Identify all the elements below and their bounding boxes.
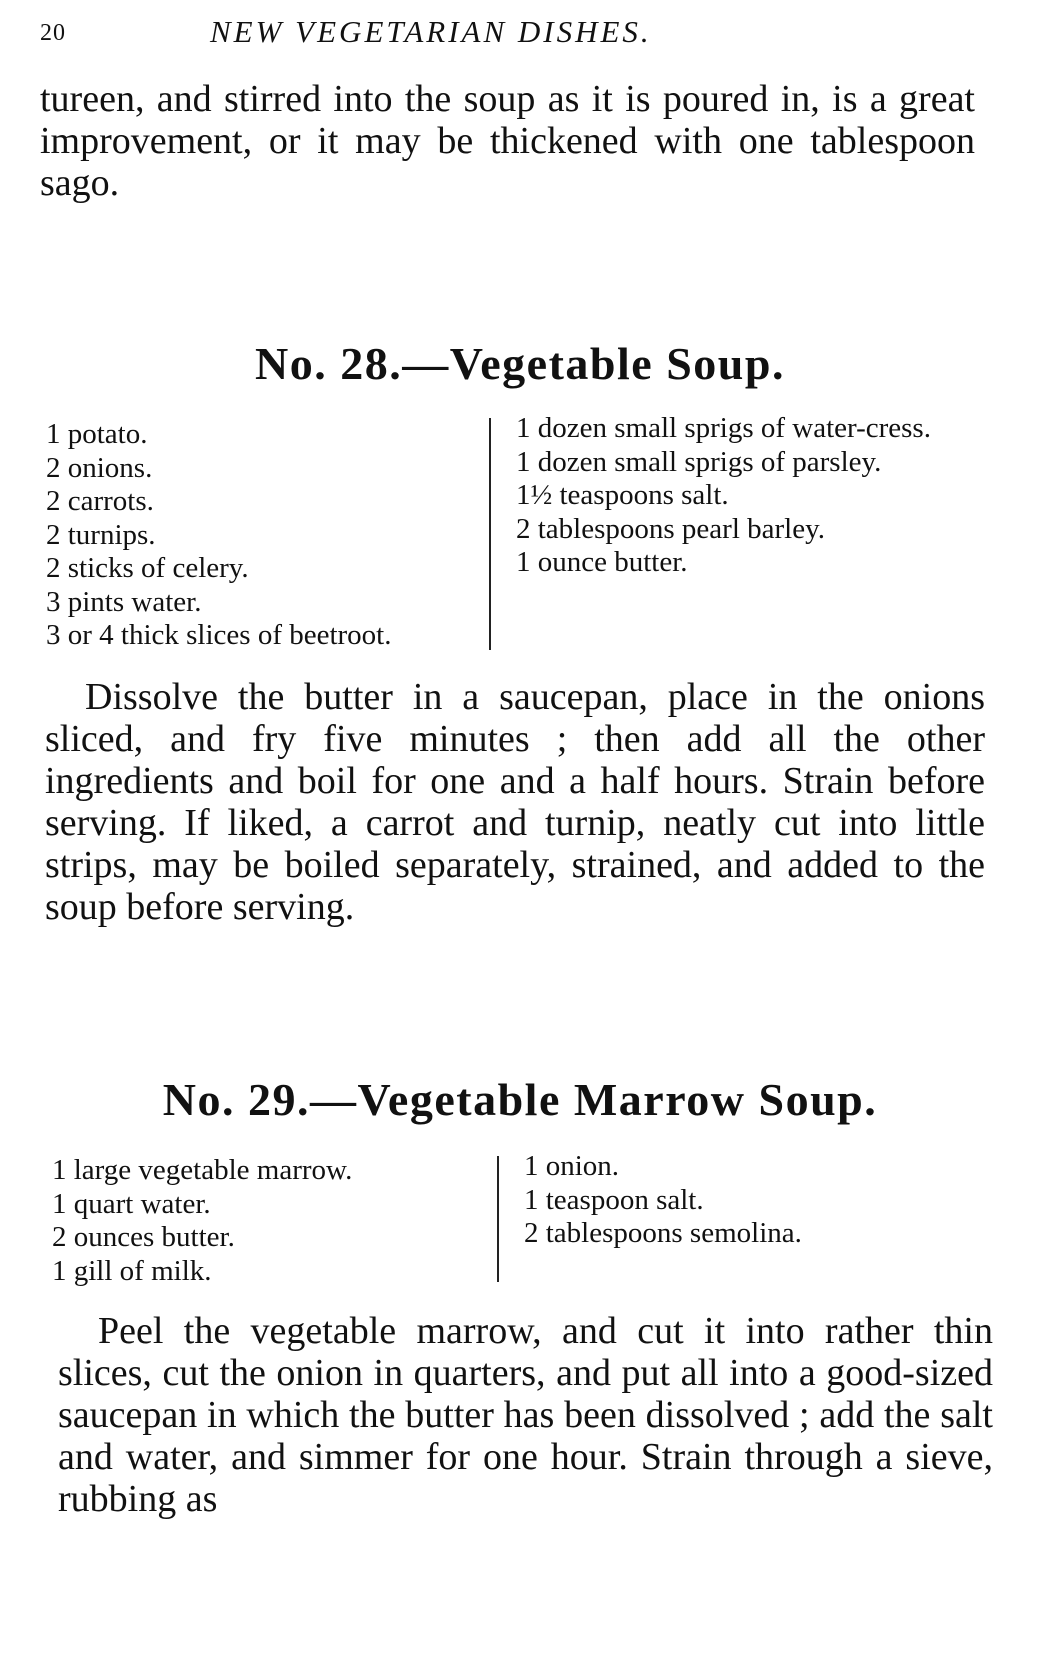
ingredient-item: 1 dozen small sprigs of water-cress. (516, 412, 931, 444)
recipe-28-title: No. 28.—Vegetable Soup. (255, 338, 785, 389)
ingredient-item: 1 ounce butter. (516, 546, 688, 578)
recipe-28-ingredients-right (516, 412, 946, 580)
recipe-29-title: No. 29.—Vegetable Marrow Soup. (162, 1074, 878, 1125)
ingredient-item: 3 pints water. (46, 585, 202, 618)
ingredient-item: 2 carrots. (46, 485, 154, 517)
recipe-29-ingredients-left (52, 1154, 492, 1288)
ingredient-item: 2 tablespoons pearl barley. (516, 512, 825, 545)
ingredient-item: 1 quart water. (52, 1187, 211, 1220)
recipe-29-column-divider (497, 1156, 499, 1282)
ingredient-item: 1 teaspoon salt. (524, 1183, 704, 1216)
running-head: NEW VEGETARIAN DISHES. (210, 14, 652, 49)
ingredient-item: 1 gill of milk. (52, 1254, 212, 1287)
recipe-28-column-divider (489, 418, 491, 650)
ingredient-item: 2 tablespoons semolina. (524, 1217, 802, 1249)
recipe-28-ingredients-left (46, 418, 486, 653)
ingredient-item: 1 dozen small sprigs of parsley. (516, 445, 882, 478)
ingredient-item: 1 large vegetable marrow. (52, 1154, 353, 1186)
ingredient-item: 2 onions. (46, 451, 153, 484)
recipe-29-method: Peel the vegetable marrow, and cut it into rather thin slices, cut the onion in quarters, and put all into a good-sized saucepan in which the butter has been dissolved ; add the salt and water, and simmer for one hour. Strain through a sieve, rubbing as (58, 1310, 993, 1520)
ingredient-item: 2 sticks of celery. (46, 552, 249, 584)
page-number: 20 (40, 20, 66, 46)
ingredient-item: 1 onion. (524, 1150, 620, 1182)
intro-paragraph: tureen, and stirred into the soup as it is poured in, is a great improvement, or it may be thickened with one tablespoon sago. (40, 78, 975, 204)
ingredient-item: 2 turnips. (46, 518, 156, 551)
ingredient-item: 1 potato. (46, 418, 148, 450)
ingredient-item: 2 ounces butter. (52, 1221, 235, 1253)
ingredient-item: 3 or 4 thick slices of beetroot. (46, 619, 392, 651)
recipe-28-method: Dissolve the butter in a saucepan, place in the onions sliced, and fry five minutes ; then add all the other ingredients and boil for one and a half hours. Strain before serving. If liked, a carrot and turnip, neatly cut into little strips, may be boiled separately, strained, and added to the soup before serving. (45, 676, 985, 928)
ingredient-item: 1½ teaspoons salt. (516, 479, 729, 511)
recipe-29-ingredients-right (524, 1150, 954, 1251)
